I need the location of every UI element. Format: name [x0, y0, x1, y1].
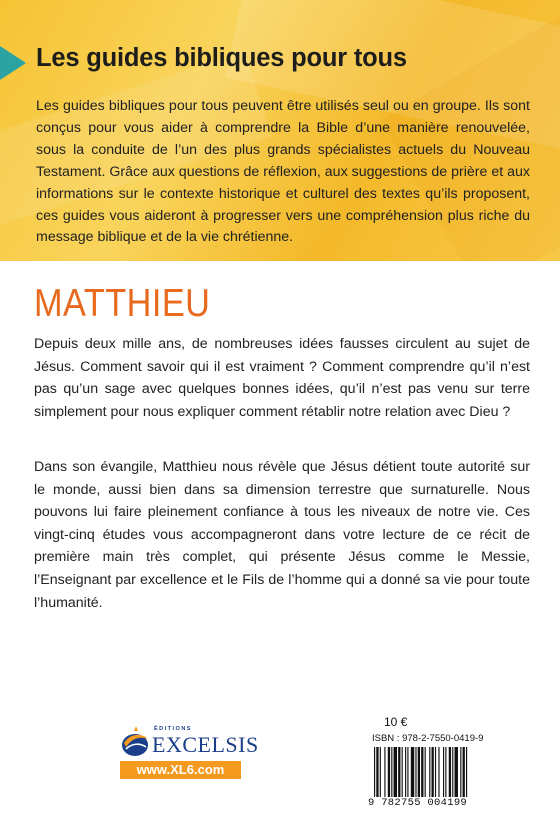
publisher-name: EXCELSIS — [152, 732, 259, 757]
teal-triangle-marker — [0, 46, 26, 80]
publisher-url: www.XL6.com — [120, 761, 241, 779]
book-title: MATTHIEU — [34, 282, 211, 325]
barcode-icon — [372, 747, 508, 797]
publisher-swirl-icon — [120, 725, 150, 759]
series-title: Les guides bibliques pour tous — [36, 44, 407, 72]
body-paragraph-2: Dans son évangile, Matthieu nous révèle que Jésus détient toute autorité sur le monde, aussi bien dans sa dimension terrestre que surnaturelle. Nous pouvons lui faire pleinement confiance à tous les niveaux de notre vie. Ces vingt-cinq études vous accompagneront dans votre lecture de ce récit de première main très complet, qui présente Jésus comme le Messie, l’Enseignant par excellence et le Fils de l’homme qui a donné sa vie pour toute l’humanité. — [34, 459, 530, 611]
series-description: Les guides bibliques pour tous peuvent être utilisés seul ou en groupe. Ils sont conçus pour vous aider à comprendre la Bible d’une manière renouvelée, sous la conduite de l’un des plus grands spécialistes actuels du Nouveau Testament. Grâce aux questions de réflexion, aux suggestions de prière et aux informations sur le contexte historique et culturel des textes qu’ils proposent, ces guides vous aideront à progresser vers une compréhension plus riche du message biblique et de la vie chrétienne. — [36, 98, 530, 246]
publisher-logo — [120, 723, 280, 783]
header-band — [0, 0, 560, 261]
isbn: ISBN : 978-2-7550-0419-9 — [372, 733, 484, 744]
price: 10 € — [384, 715, 408, 729]
body-paragraph-1: Depuis deux mille ans, de nombreuses idées fausses circulent au sujet de Jésus. Comment savoir qui il est vraiment ? Comment comprendre qu’il n’est pas qu’un sage avec quelques bonnes idées, qu’il n’est pas venu sur terre simplement pour nous expliquer comment rétablir notre relation avec Dieu ? — [34, 336, 530, 420]
publisher-label-small: ÉDITIONS — [154, 726, 192, 732]
barcode-digits: 9 782755 004199 — [368, 797, 468, 809]
